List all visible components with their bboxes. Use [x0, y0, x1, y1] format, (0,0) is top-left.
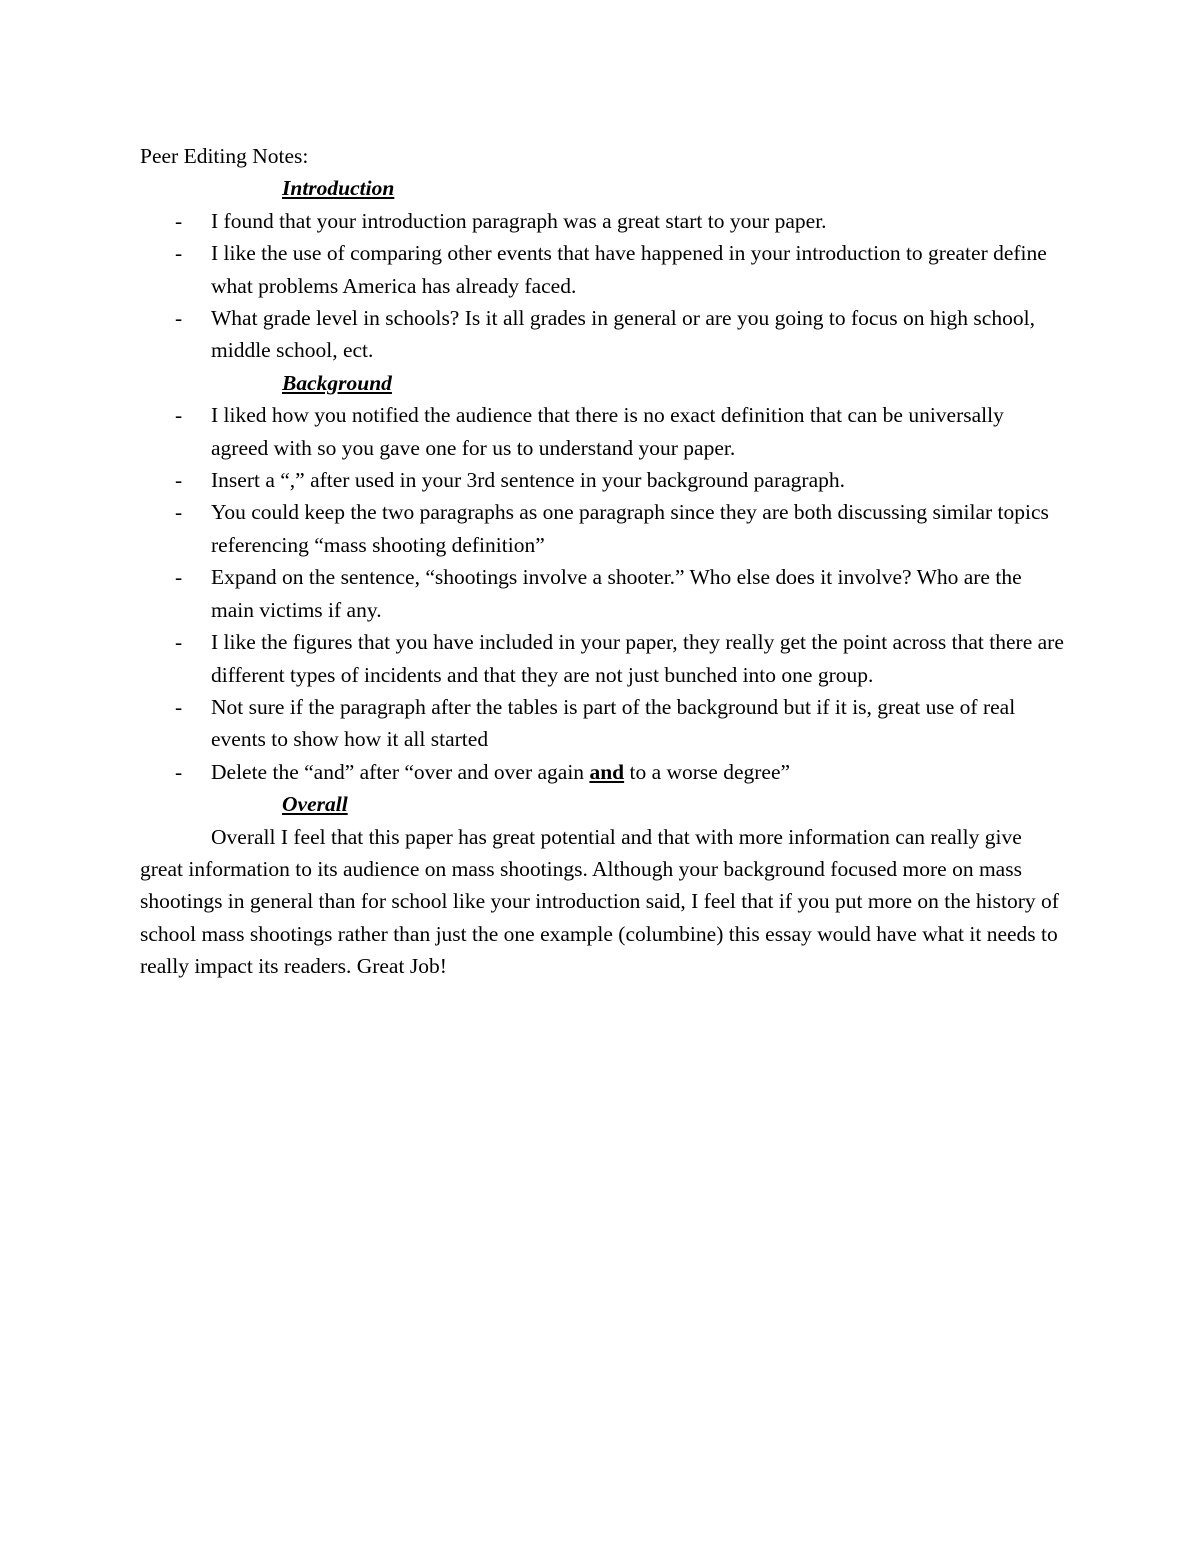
bullet-dash: -: [175, 630, 183, 655]
emphasized-word: and: [589, 759, 625, 784]
note-text: Expand on the sentence, “shootings involve a shooter.” Who else does it involve? Who are the main victims if any.: [211, 565, 1022, 622]
section-heading-overall: Overall: [282, 792, 348, 817]
note-text: I liked how you notified the audience that there is no exact definition that can be universally agreed with so you gave one for us to understand your paper.: [211, 403, 1004, 460]
note-text: I like the use of comparing other events that have happened in your introduction to greater define what problems America has already faced.: [211, 241, 1047, 298]
bullet-dash: -: [175, 306, 183, 331]
section-heading-background: Background: [282, 370, 392, 395]
list-item: [140, 691, 1065, 756]
list-item: [140, 205, 1065, 237]
list-item: [140, 756, 1065, 788]
list-item: [140, 464, 1065, 496]
bullet-dash: -: [175, 565, 183, 590]
note-text-before: Delete the “and” after “over and over again: [211, 759, 590, 784]
list-item: [140, 496, 1065, 561]
section-heading-introduction: Introduction: [282, 176, 395, 201]
background-notes-list: [140, 399, 1065, 788]
note-text: Not sure if the paragraph after the tables is part of the background but if it is, great use of real events to show how it all started: [211, 694, 1016, 752]
note-text-after: to a worse degree”: [624, 759, 791, 784]
note-text: I found that your introduction paragraph was a great start to your paper.: [211, 208, 827, 233]
bullet-dash: -: [175, 403, 183, 428]
note-text: Insert a “,” after used in your 3rd sentence in your background paragraph.: [211, 468, 845, 493]
list-item: [140, 561, 1065, 626]
document-page: [140, 140, 1065, 983]
list-item: [140, 399, 1065, 464]
overall-paragraph: Overall I feel that this paper has great potential and that with more information can really give great information to its audience on mass shootings. Although your background focused more on mass shootings in general than for school like your introduction said, I feel that if you put more on the history of school mass shootings rather than just the one example (columbine) this essay would have what it needs to really impact its readers. Great Job!: [140, 824, 1059, 979]
bullet-dash: -: [175, 759, 183, 784]
list-item: [140, 237, 1065, 302]
bullet-dash: -: [175, 468, 183, 493]
document-title: Peer Editing Notes:: [140, 144, 309, 168]
bullet-dash: -: [175, 500, 183, 525]
bullet-dash: -: [175, 241, 183, 266]
introduction-notes-list: [140, 205, 1065, 367]
bullet-dash: -: [175, 694, 183, 719]
note-text: What grade level in schools? Is it all grades in general or are you going to focus on high school, middle school, ect.: [211, 306, 1035, 363]
list-item: [140, 302, 1065, 367]
bullet-dash: -: [175, 208, 183, 233]
note-text: You could keep the two paragraphs as one paragraph since they are both discussing similar topics referencing “mass shooting definition”: [211, 500, 1049, 557]
note-text: I like the figures that you have included in your paper, they really get the point across that there are different types of incidents and that they are not just bunched into one group.: [211, 630, 1064, 687]
list-item: [140, 626, 1065, 691]
